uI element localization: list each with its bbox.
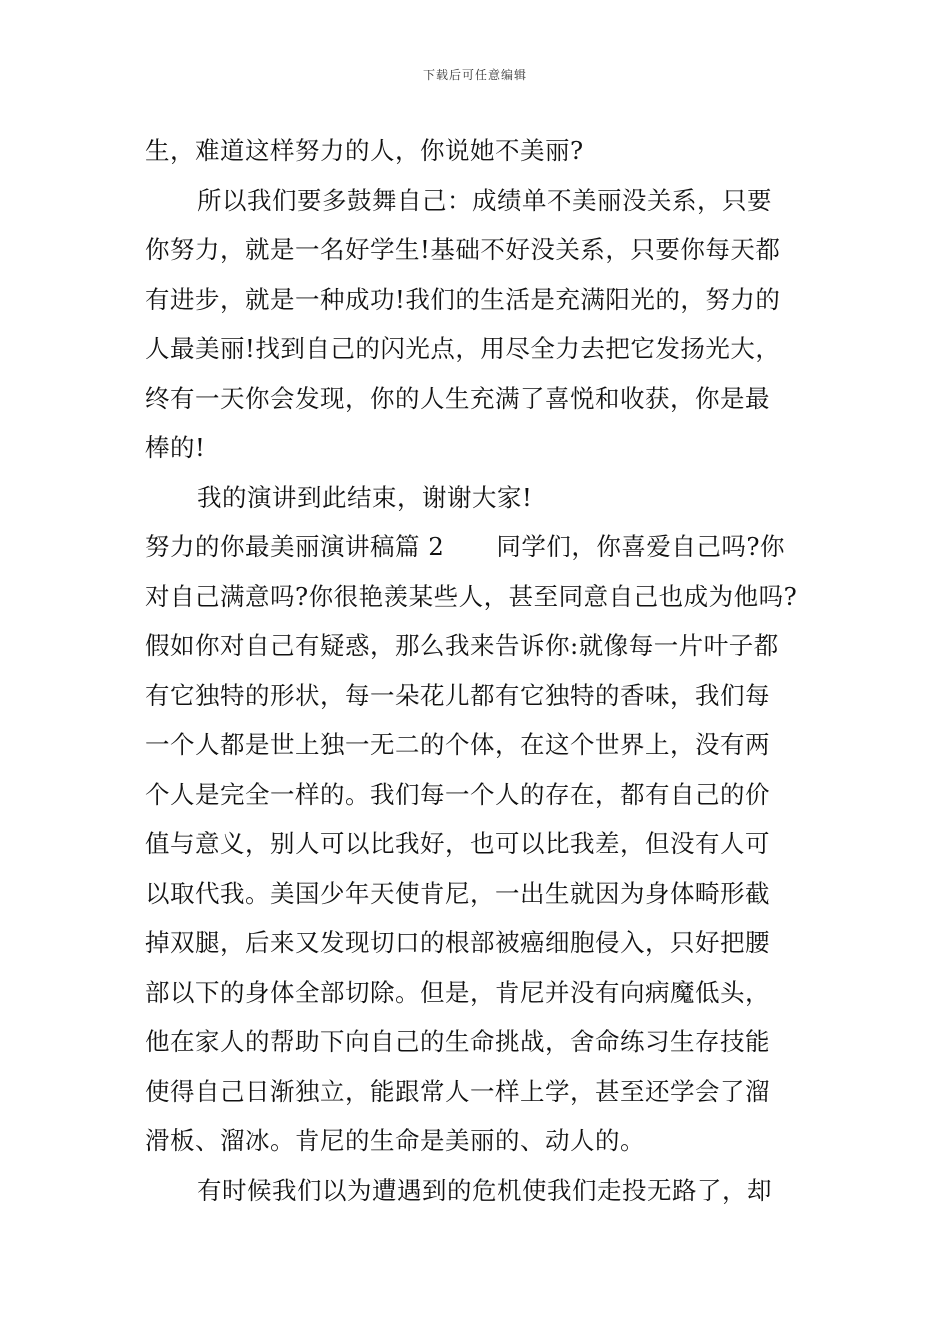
text-line: 你努力，就是一名好学生!基础不好没关系，只要你每天都 bbox=[145, 235, 781, 264]
text-line: 滑板、溜冰。肯尼的生命是美丽的、动人的。 bbox=[145, 1126, 645, 1155]
paragraph-line: 有时候我们以为遭遇到的危机使我们走投无路了，却 bbox=[197, 1175, 772, 1205]
section-first-text: 同学们，你喜爱自己吗?你 bbox=[496, 532, 786, 561]
text-line: 人最美丽!找到自己的闪光点，用尽全力去把它发扬光大， bbox=[145, 334, 781, 363]
paragraph-line: 我的演讲到此结束，谢谢大家! bbox=[197, 482, 533, 512]
text-line: 一个人都是世上独一无二的个体，在这个世界上，没有两 bbox=[145, 730, 770, 759]
text-line: 部以下的身体全部切除。但是，肯尼并没有向病魔低头， bbox=[145, 977, 770, 1007]
text-line: 假如你对自己有疑惑，那么我来告诉你:就像每一片叶子都 bbox=[145, 631, 779, 660]
text-line: 值与意义，别人可以比我好，也可以比我差，但没有人可 bbox=[145, 829, 770, 858]
text-line: 个人是完全一样的。我们每一个人的存在，都有自己的价 bbox=[145, 779, 770, 809]
text-line: 终有一天你会发现，你的人生充满了喜悦和收获，你是最 bbox=[145, 383, 770, 413]
text-line: 生，难道这样努力的人，你说她不美丽? bbox=[145, 136, 584, 165]
text-line: 掉双腿，后来又发现切口的根部被癌细胞侵入，只好把腰 bbox=[145, 928, 770, 957]
section-heading-line bbox=[145, 522, 815, 572]
text-line: 他在家人的帮助下向自己的生命挑战，舍命练习生存技能 bbox=[145, 1027, 770, 1056]
text-line: 对自己满意吗?你很艳羡某些人，甚至同意自己也成为他吗? bbox=[145, 581, 798, 611]
text-line: 使得自己日渐独立，能跟常人一样上学，甚至还学会了溜 bbox=[145, 1076, 770, 1106]
text-line: 棒的! bbox=[145, 433, 206, 462]
section-title: 努力的你最美丽演讲稿篇 2 bbox=[145, 532, 445, 561]
text-line: 以取代我。美国少年天使肯尼，一出生就因为身体畸形截 bbox=[145, 878, 770, 908]
paragraph-line: 所以我们要多鼓舞自己：成绩单不美丽没关系，只要 bbox=[197, 185, 772, 215]
text-line: 有它独特的形状，每一朵花儿都有它独特的香味，我们每 bbox=[145, 680, 770, 710]
text-line: 有进步，就是一种成功!我们的生活是充满阳光的，努力的 bbox=[145, 284, 781, 314]
document-body bbox=[145, 126, 815, 1215]
page-header: 下载后可任意编辑 bbox=[422, 68, 527, 82]
